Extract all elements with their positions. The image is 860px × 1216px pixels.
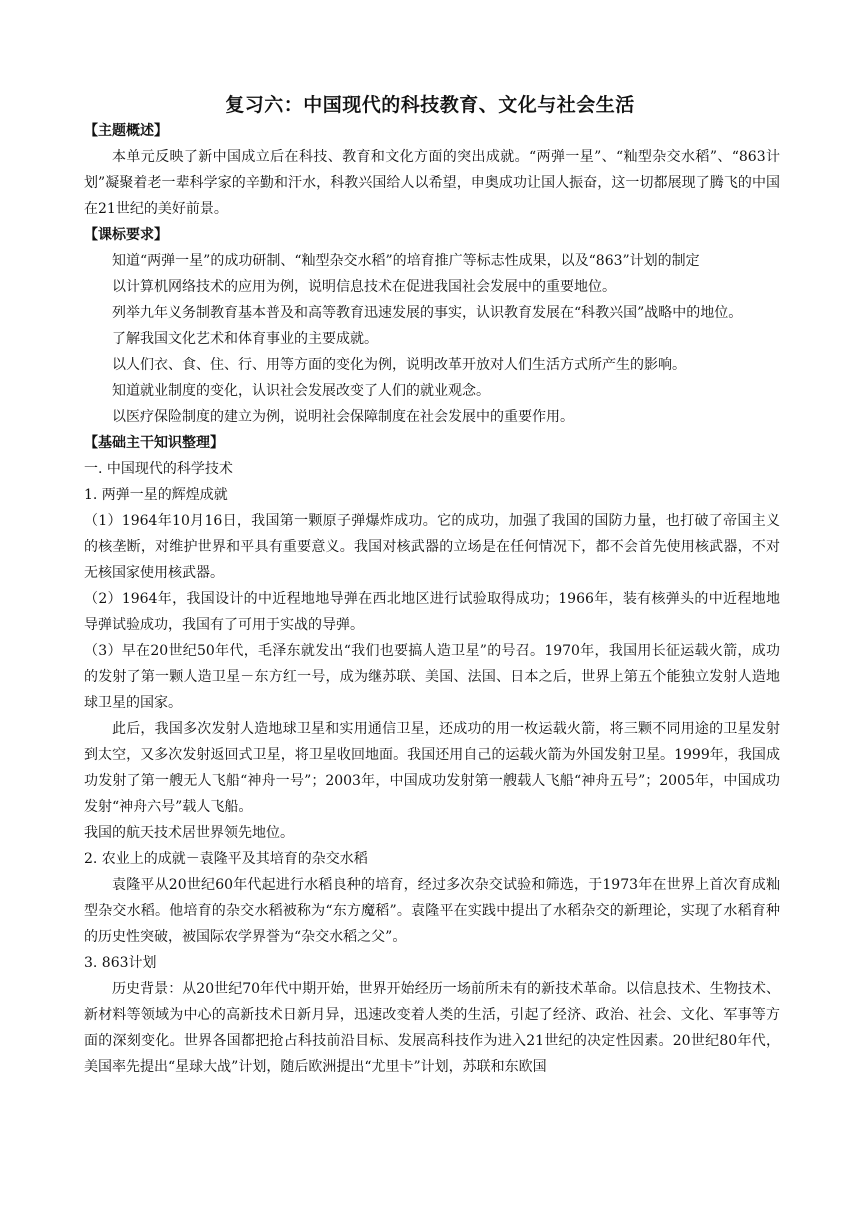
subheading-science-tech: 一. 中国现代的科学技术	[84, 461, 233, 477]
space-lead-sentence: 我国的航天技术居世界领先地位。	[84, 825, 294, 841]
standard-item: 以人们衣、食、住、行、用等方面的变化为例，说明改革开放对人们生活方式所产生的影响。	[112, 357, 686, 373]
subheading-863-plan: 3. 863计划	[84, 955, 157, 971]
section-heading-overview: 【主题概述】	[84, 123, 168, 139]
overview-paragraph: 本单元反映了新中国成立后在科技、教育和文化方面的突出成就。“两弹一星”、“籼型杂交水稻”、“863计划”凝聚着老一辈科学家的辛勤和汗水，科教兴国给人以希望，申奥成功让国人振奋，这一切都展现了腾飞的中国在21世纪的美好前景。	[84, 149, 780, 217]
standard-item: 以医疗保险制度的建立为例，说明社会保障制度在社会发展中的重要作用。	[112, 409, 574, 425]
standard-item: 了解我国文化艺术和体育事业的主要成就。	[112, 331, 378, 347]
item-satellite: （3）早在20世纪50年代，毛泽东就发出“我们也要搞人造卫星”的号召。1970年，我国用长征运载火箭，成功的发射了第一颗人造卫星－东方红一号，成为继苏联、美国、法国、日本之后，世界上第五个能独立发射人造地球卫星的国家。	[84, 643, 780, 711]
plan-863-paragraph: 历史背景：从20世纪70年代中期开始，世界开始经历一场前所未有的新技术革命。以信息技术、生物技术、新材料等领域为中心的高新技术日新月异，迅速改变着人类的生活，引起了经济、政治、社会、文化、军事等方面的深刻变化。世界各国都把抢占科技前沿目标、发展高科技作为进入21世纪的决定性因素。20世纪80年代，美国率先提出“星球大战”计划，随后欧洲提出“尤里卡”计划，苏联和东欧国	[84, 981, 780, 1075]
item-atomic-bomb: （1）1964年10月16日，我国第一颗原子弹爆炸成功。它的成功，加强了我国的国防力量，也打破了帝国主义的核垄断，对维护世界和平具有重要意义。我国对核武器的立场是在任何情况下，都不会首先使用核武器，不对无核国家使用核武器。	[84, 513, 780, 581]
item-missile: （2）1964年，我国设计的中近程地地导弹在西北地区进行试验取得成功；1966年，装有核弹头的中近程地地导弹试验成功，我国有了可用于实战的导弹。	[84, 591, 780, 633]
page-title: 复习六：中国现代的科技教育、文化与社会生活	[225, 94, 635, 116]
space-paragraph: 此后，我国多次发射人造地球卫星和实用通信卫星，还成功的用一枚运载火箭，将三颗不同用途的卫星发射到太空，又多次发射返回式卫星，将卫星收回地面。我国还用自己的运载火箭为外国发射卫星。1999年，我国成功发射了第一艘无人飞船“神舟一号”；2003年，中国成功发射第一艘载人飞船“神舟五号”；2005年，中国成功发射“神舟六号”载人飞船。	[84, 721, 780, 815]
section-heading-standards: 【课标要求】	[84, 227, 168, 243]
standard-item: 知道“两弹一星”的成功研制、“籼型杂交水稻”的培育推广等标志性成果，以及“863”计划的制定	[112, 253, 700, 269]
standard-item: 以计算机网络技术的应用为例，说明信息技术在促进我国社会发展中的重要地位。	[112, 279, 616, 295]
hybrid-rice-paragraph: 袁隆平从20世纪60年代起进行水稻良种的培育，经过多次杂交试验和筛选，于1973年在世界上首次育成籼型杂交水稻。他培育的杂交水稻被称为“东方魔稻”。袁隆平在实践中提出了水稻杂交的新理论，实现了水稻育种的历史性突破，被国际农学界誉为“杂交水稻之父”。	[84, 877, 780, 945]
section-heading-knowledge: 【基础主干知识整理】	[84, 435, 224, 451]
document-body	[84, 118, 780, 1080]
standard-item: 列举九年义务制教育基本普及和高等教育迅速发展的事实，认识教育发展在“科教兴国”战略中的地位。	[112, 305, 743, 321]
subheading-hybrid-rice: 2. 农业上的成就－袁隆平及其培育的杂交水稻	[84, 851, 368, 867]
standard-item: 知道就业制度的变化，认识社会发展改变了人们的就业观念。	[112, 383, 490, 399]
subheading-two-bombs: 1. 两弹一星的辉煌成就	[84, 487, 228, 503]
